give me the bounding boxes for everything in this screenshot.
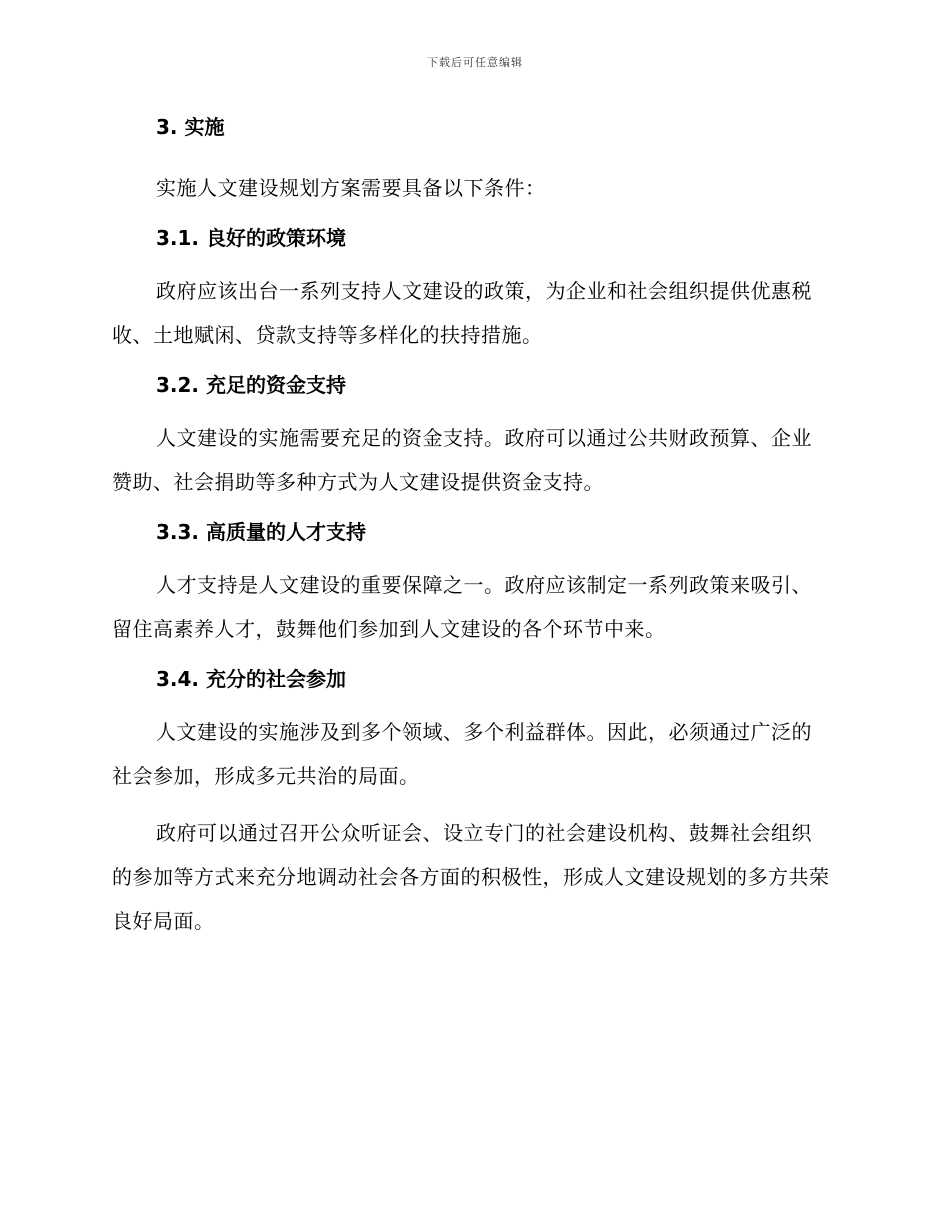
section-heading-3-1: 3.1. 良好的政策环境: [156, 226, 346, 250]
section-heading-3-2: 3.2. 充足的资金支持: [156, 373, 346, 397]
paragraph-3-1: 政府应该出台一系列支持人文建设的政策，为企业和社会组织提供优惠税收、土地赋闲、贷款支持等多样化的扶持措施。: [112, 279, 812, 347]
document-body: [112, 112, 832, 943]
paragraph-3-4-b: 政府可以通过召开公众听证会、设立专门的社会建设机构、鼓舞社会组织的参加等方式来充分地调动社会各方面的积极性，形成人文建设规划的多方共荣良好局面。: [112, 821, 830, 933]
section-heading-3-4: 3.4. 充分的社会参加: [156, 667, 346, 691]
intro-paragraph: 实施人文建设规划方案需要具备以下条件：: [156, 176, 546, 200]
section-heading-3: 3. 实施: [156, 115, 225, 139]
header-note: 下载后可任意编辑: [427, 56, 523, 69]
paragraph-3-4-a: 人文建设的实施涉及到多个领域、多个利益群体。因此，必须通过广泛的社会参加，形成多元共治的局面。: [112, 720, 812, 788]
section-heading-3-3: 3.3. 高质量的人才支持: [156, 520, 366, 544]
paragraph-3-2: 人文建设的实施需要充足的资金支持。政府可以通过公共财政预算、企业赞助、社会捐助等多种方式为人文建设提供资金支持。: [112, 426, 812, 494]
paragraph-3-3: 人才支持是人文建设的重要保障之一。政府应该制定一系列政策来吸引、留住高素养人才，鼓舞他们参加到人文建设的各个环节中来。: [112, 573, 812, 641]
